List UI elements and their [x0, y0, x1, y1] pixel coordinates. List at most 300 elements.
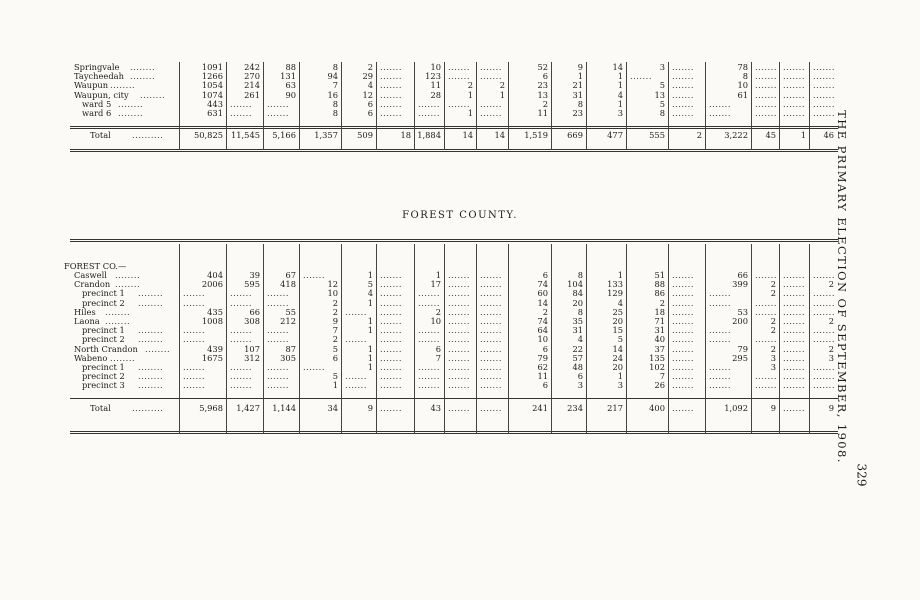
cell-value: 12 — [327, 279, 338, 290]
cell-value: ....... — [345, 371, 367, 382]
total-value: 1,092 — [724, 403, 748, 413]
cell-value: ....... — [783, 380, 805, 391]
cell-value: 74 — [537, 279, 548, 290]
cell-value: ....... — [672, 71, 694, 82]
row-label: precinct 1 — [82, 288, 125, 299]
column-rule — [299, 62, 300, 149]
total-value: 234 — [567, 403, 583, 413]
cell-value: 3 — [659, 62, 665, 72]
cell-value: 3 — [617, 380, 623, 391]
cell-value: ....... — [418, 380, 440, 391]
cell-value: ....... — [448, 371, 470, 382]
cell-value: ....... — [783, 343, 805, 354]
total-value: ....... — [480, 403, 502, 413]
cell-value: ....... — [380, 306, 402, 317]
column-rule — [376, 62, 377, 149]
cell-value: 133 — [607, 279, 623, 290]
total-value: 5,166 — [272, 130, 296, 140]
cell-value: ....... — [380, 315, 402, 326]
cell-value: 31 — [572, 325, 583, 336]
cell-value: ....... — [418, 288, 440, 299]
cell-value: ....... — [709, 361, 731, 372]
cell-value: 2 — [467, 80, 473, 91]
cell-value: 4 — [577, 334, 583, 345]
total-value: 1,144 — [272, 403, 296, 413]
cell-value: ....... — [813, 334, 835, 345]
total-value: 1,357 — [314, 130, 338, 140]
cell-value: ....... — [480, 315, 502, 326]
cell-value: 4 — [617, 297, 623, 308]
cell-value: 11 — [537, 107, 548, 118]
cell-value: ....... — [448, 288, 470, 299]
cell-value: 2 — [542, 98, 548, 109]
bottom-table-top-rule — [70, 239, 838, 242]
column-rule — [626, 62, 627, 149]
cell-value: ....... — [813, 89, 835, 100]
leader-dots: ........ — [115, 270, 141, 280]
cell-value: 14 — [537, 297, 548, 308]
cell-value: 104 — [567, 279, 583, 290]
cell-value: 9 — [577, 62, 583, 72]
total-row — [70, 131, 838, 140]
cell-value: 8 — [577, 270, 583, 280]
cell-value: 1 — [499, 89, 505, 100]
cell-value: 6 — [542, 270, 548, 280]
bottom-table-bottom-rule — [70, 431, 838, 434]
cell-value: ....... — [230, 361, 252, 372]
total-value: 1,884 — [417, 130, 441, 140]
cell-value: 129 — [607, 288, 623, 299]
column-rule — [705, 244, 706, 433]
column-rule — [508, 244, 509, 433]
cell-value: 2 — [828, 343, 834, 354]
total-value: 2 — [696, 130, 702, 140]
cell-value: ....... — [230, 288, 252, 299]
column-rule — [551, 62, 552, 149]
cell-value: ....... — [672, 371, 694, 382]
cell-value: 7 — [332, 80, 338, 91]
cell-value: 200 — [732, 315, 748, 326]
column-rule — [263, 62, 264, 149]
total-value: 669 — [567, 130, 583, 140]
cell-value: 87 — [285, 343, 296, 354]
cell-value: 312 — [244, 352, 260, 363]
cell-value: ....... — [672, 107, 694, 118]
cell-value: 5 — [367, 279, 373, 290]
cell-value: 74 — [537, 315, 548, 326]
cell-value: ....... — [303, 361, 325, 372]
row-label: precinct 2 — [82, 371, 125, 382]
cell-value: ....... — [448, 380, 470, 391]
cell-value: ....... — [755, 107, 777, 118]
column-rule — [751, 62, 752, 149]
cell-value: ....... — [672, 288, 694, 299]
cell-value: 53 — [737, 306, 748, 317]
cell-value: 1 — [367, 352, 373, 363]
column-rule — [508, 62, 509, 149]
total-value: 1 — [800, 130, 806, 140]
cell-value: 22 — [572, 343, 583, 354]
cell-value: ....... — [709, 325, 731, 336]
cell-value: ....... — [813, 71, 835, 82]
cell-value: ....... — [672, 334, 694, 345]
cell-value: 18 — [654, 306, 665, 317]
column-rule — [179, 62, 180, 149]
top-table-total — [70, 131, 838, 140]
cell-value: 242 — [244, 62, 260, 72]
cell-value: 52 — [537, 62, 548, 72]
cell-value: ....... — [183, 380, 205, 391]
total-value: 400 — [649, 403, 665, 413]
cell-value: 5 — [332, 371, 338, 382]
cell-value: 1 — [367, 315, 373, 326]
cell-value: 13 — [654, 89, 665, 100]
cell-value: 6 — [367, 98, 373, 109]
total-value: 9 — [828, 403, 834, 413]
cell-value: 1 — [367, 343, 373, 354]
cell-value: 20 — [612, 315, 623, 326]
cell-value: 261 — [244, 89, 260, 100]
leader-dots: ........ — [138, 380, 164, 391]
cell-value: 631 — [207, 107, 223, 118]
cell-value: ....... — [813, 62, 835, 72]
cell-value: ....... — [448, 361, 470, 372]
cell-value: ....... — [480, 380, 502, 391]
total-value: ....... — [448, 403, 470, 413]
cell-value: 6 — [542, 71, 548, 82]
cell-value: ....... — [448, 343, 470, 354]
cell-value: 7 — [659, 371, 665, 382]
cell-value: ....... — [267, 361, 289, 372]
cell-value: ....... — [755, 306, 777, 317]
cell-value: ....... — [709, 98, 731, 109]
cell-value: ....... — [813, 361, 835, 372]
total-value: 9 — [770, 403, 776, 413]
cell-value: ....... — [267, 297, 289, 308]
cell-value: 102 — [649, 361, 665, 372]
cell-value: ....... — [813, 325, 835, 336]
cell-value: 63 — [285, 80, 296, 91]
cell-value: 2 — [332, 334, 338, 345]
cell-value: ....... — [267, 325, 289, 336]
leader-dots: ........ — [140, 89, 166, 100]
cell-value: 39 — [249, 270, 260, 280]
cell-value: ....... — [380, 371, 402, 382]
cell-value: 5 — [659, 98, 665, 109]
column-rule — [586, 62, 587, 149]
cell-value: 2 — [828, 279, 834, 290]
cell-value: 8 — [577, 306, 583, 317]
cell-value: ....... — [672, 89, 694, 100]
cell-value: 1 — [367, 270, 373, 280]
cell-value: ....... — [230, 371, 252, 382]
cell-value: ....... — [418, 107, 440, 118]
cell-value: ....... — [783, 270, 805, 280]
cell-value: ....... — [480, 297, 502, 308]
cell-value: ....... — [813, 270, 835, 280]
cell-value: ....... — [230, 98, 252, 109]
cell-value: 21 — [572, 80, 583, 91]
total-value: ....... — [380, 403, 402, 413]
cell-value: ....... — [418, 325, 440, 336]
leader-dots: ........ — [138, 325, 164, 336]
cell-value: ....... — [672, 62, 694, 72]
cell-value: ....... — [418, 361, 440, 372]
total-value: 18 — [400, 130, 411, 140]
cell-value: 3 — [577, 380, 583, 391]
cell-value: 48 — [572, 361, 583, 372]
row-label: Waupun — [74, 80, 109, 91]
row-label: precinct 2 — [82, 297, 125, 308]
cell-value: 2 — [828, 315, 834, 326]
cell-value: 6 — [542, 380, 548, 391]
cell-value: ....... — [230, 325, 252, 336]
column-rule — [444, 62, 445, 149]
cell-value: 1 — [617, 80, 623, 91]
row-label: Laona — [74, 315, 100, 326]
cell-value: ....... — [783, 297, 805, 308]
cell-value: 90 — [285, 89, 296, 100]
cell-value: 1 — [617, 270, 623, 280]
cell-value: ....... — [755, 297, 777, 308]
cell-value: 11 — [430, 80, 441, 91]
cell-value: 6 — [367, 107, 373, 118]
cell-value: ....... — [480, 325, 502, 336]
cell-value: 64 — [537, 325, 548, 336]
cell-value: ....... — [672, 361, 694, 372]
cell-value: 4 — [367, 80, 373, 91]
cell-value: ....... — [813, 80, 835, 91]
cell-value: 62 — [537, 361, 548, 372]
cell-value: 443 — [207, 98, 223, 109]
cell-value: ....... — [755, 62, 777, 72]
row-label: North Crandon — [74, 343, 138, 354]
cell-value: 1008 — [201, 315, 223, 326]
row-label: Taycheedah — [74, 71, 124, 82]
leader-dots: ........ — [105, 315, 131, 326]
table-row — [70, 109, 838, 118]
cell-value: 2 — [659, 297, 665, 308]
cell-value: ....... — [813, 297, 835, 308]
cell-value: ....... — [783, 352, 805, 363]
cell-value: 26 — [654, 380, 665, 391]
cell-value: 404 — [207, 270, 223, 280]
cell-value: ....... — [380, 71, 402, 82]
cell-value: ....... — [783, 71, 805, 82]
cell-value: 8 — [742, 71, 748, 82]
row-label: precinct 3 — [82, 380, 125, 391]
cell-value: 79 — [537, 352, 548, 363]
column-rule — [226, 244, 227, 433]
total-value: 5,968 — [199, 403, 223, 413]
cell-value: ....... — [813, 107, 835, 118]
cell-value: 71 — [654, 315, 665, 326]
cell-value: 2 — [332, 306, 338, 317]
row-label: precinct 2 — [82, 334, 125, 345]
cell-value: ....... — [380, 288, 402, 299]
cell-value: ....... — [448, 334, 470, 345]
row-label: ward 5 — [82, 98, 112, 109]
total-label: Total — [90, 130, 111, 140]
cell-value: 595 — [244, 279, 260, 290]
cell-value: ....... — [418, 371, 440, 382]
column-rule — [341, 62, 342, 149]
cell-value: ....... — [755, 334, 777, 345]
cell-value: 1 — [332, 380, 338, 391]
column-rule — [705, 62, 706, 149]
cell-value: ....... — [448, 315, 470, 326]
cell-value: 14 — [612, 62, 623, 72]
cell-value: ....... — [755, 89, 777, 100]
cell-value: ....... — [672, 352, 694, 363]
leader-dots: ........ — [138, 371, 164, 382]
cell-value: 6 — [332, 352, 338, 363]
column-rule — [779, 62, 780, 149]
cell-value: 35 — [572, 315, 583, 326]
cell-value: ....... — [267, 334, 289, 345]
cell-value: 1675 — [201, 352, 223, 363]
cell-value: ....... — [813, 98, 835, 109]
cell-value: ....... — [480, 343, 502, 354]
cell-value: ....... — [448, 98, 470, 109]
bottom-table-total — [70, 404, 838, 413]
cell-value: 20 — [612, 361, 623, 372]
total-label: Total — [90, 403, 111, 413]
cell-value: ....... — [813, 306, 835, 317]
cell-value: ....... — [448, 279, 470, 290]
running-head-container — [832, 110, 852, 470]
total-row — [70, 404, 838, 413]
leader-dots: ........ — [130, 71, 156, 82]
leader-dots: ........ — [110, 352, 136, 363]
cell-value: ....... — [672, 98, 694, 109]
cell-value: 295 — [732, 352, 748, 363]
cell-value: ....... — [630, 71, 652, 82]
cell-value: ....... — [672, 380, 694, 391]
cell-value: 1074 — [201, 89, 223, 100]
cell-value: 1 — [617, 371, 623, 382]
total-value: 9 — [367, 403, 373, 413]
cell-value: ....... — [480, 107, 502, 118]
cell-value: 2006 — [201, 279, 223, 290]
cell-value: ....... — [755, 371, 777, 382]
cell-value: 435 — [207, 306, 223, 317]
cell-value: ....... — [783, 62, 805, 72]
cell-value: 31 — [572, 89, 583, 100]
cell-value: 10 — [737, 80, 748, 91]
cell-value: ....... — [380, 325, 402, 336]
cell-value: ....... — [709, 371, 731, 382]
cell-value: 131 — [280, 71, 296, 82]
leader-dots: ........ — [110, 80, 136, 91]
cell-value: ....... — [380, 334, 402, 345]
leader-dots: ........ — [118, 107, 144, 118]
cell-value: ....... — [480, 306, 502, 317]
cell-value: ....... — [380, 297, 402, 308]
cell-value: ....... — [480, 352, 502, 363]
cell-value: 2 — [542, 306, 548, 317]
cell-value: 7 — [435, 352, 441, 363]
cell-value: ....... — [380, 279, 402, 290]
county-header: FOREST CO.— — [64, 261, 127, 271]
cell-value: ....... — [672, 306, 694, 317]
cell-value: 7 — [332, 325, 338, 336]
row-label: precinct 1 — [82, 361, 125, 372]
cell-value: ....... — [418, 297, 440, 308]
cell-value: 1 — [467, 107, 473, 118]
cell-value: 57 — [572, 352, 583, 363]
cell-value: ....... — [783, 334, 805, 345]
cell-value: ....... — [380, 343, 402, 354]
cell-value: ....... — [709, 107, 731, 118]
cell-value: 10 — [430, 315, 441, 326]
leader-dots: ........ — [130, 62, 156, 72]
column-rule — [626, 244, 627, 433]
cell-value: 2 — [367, 62, 373, 72]
cell-value: ....... — [783, 80, 805, 91]
cell-value: 2 — [770, 279, 776, 290]
cell-value: ....... — [672, 315, 694, 326]
cell-value: ....... — [267, 98, 289, 109]
cell-value: 79 — [737, 343, 748, 354]
cell-value: 3 — [828, 352, 834, 363]
cell-value: 212 — [280, 315, 296, 326]
cell-value: 270 — [244, 71, 260, 82]
cell-value: 10 — [537, 334, 548, 345]
cell-value: 37 — [654, 343, 665, 354]
cell-value: ....... — [380, 89, 402, 100]
column-rule — [668, 62, 669, 149]
cell-value: ....... — [448, 62, 470, 72]
cell-value: ....... — [480, 270, 502, 280]
column-rule — [809, 244, 810, 433]
total-value: 555 — [649, 130, 665, 140]
leader-dots: ........ — [115, 279, 141, 290]
leader-dots: ........ — [138, 288, 164, 299]
leader-dots: ........ — [145, 343, 171, 354]
column-rule — [779, 244, 780, 433]
cell-value: 5 — [617, 334, 623, 345]
cell-value: ....... — [783, 315, 805, 326]
cell-value: ....... — [230, 297, 252, 308]
row-label: Springvale — [74, 62, 120, 72]
cell-value: ....... — [380, 107, 402, 118]
row-label: Hiles — [74, 306, 96, 317]
column-rule — [299, 244, 300, 433]
cell-value: ....... — [672, 270, 694, 280]
cell-value: 88 — [654, 279, 665, 290]
cell-value: ....... — [448, 325, 470, 336]
cell-value: 1 — [617, 71, 623, 82]
cell-value: 51 — [654, 270, 665, 280]
cell-value: ....... — [783, 107, 805, 118]
cell-value: ....... — [755, 80, 777, 91]
bottom-table — [70, 271, 838, 390]
cell-value: 67 — [285, 270, 296, 280]
cell-value: 123 — [425, 71, 441, 82]
total-value: 34 — [327, 403, 338, 413]
cell-value: ....... — [345, 380, 367, 391]
top-table-bottom-rule — [70, 149, 838, 152]
cell-value: ....... — [380, 80, 402, 91]
row-label: Caswell — [74, 270, 107, 280]
cell-value: ....... — [672, 325, 694, 336]
total-value: 509 — [357, 130, 373, 140]
cell-value: ....... — [755, 270, 777, 280]
bottom-table-total-rule — [70, 398, 838, 399]
leader-dots: ........ — [118, 98, 144, 109]
column-rule — [341, 244, 342, 433]
